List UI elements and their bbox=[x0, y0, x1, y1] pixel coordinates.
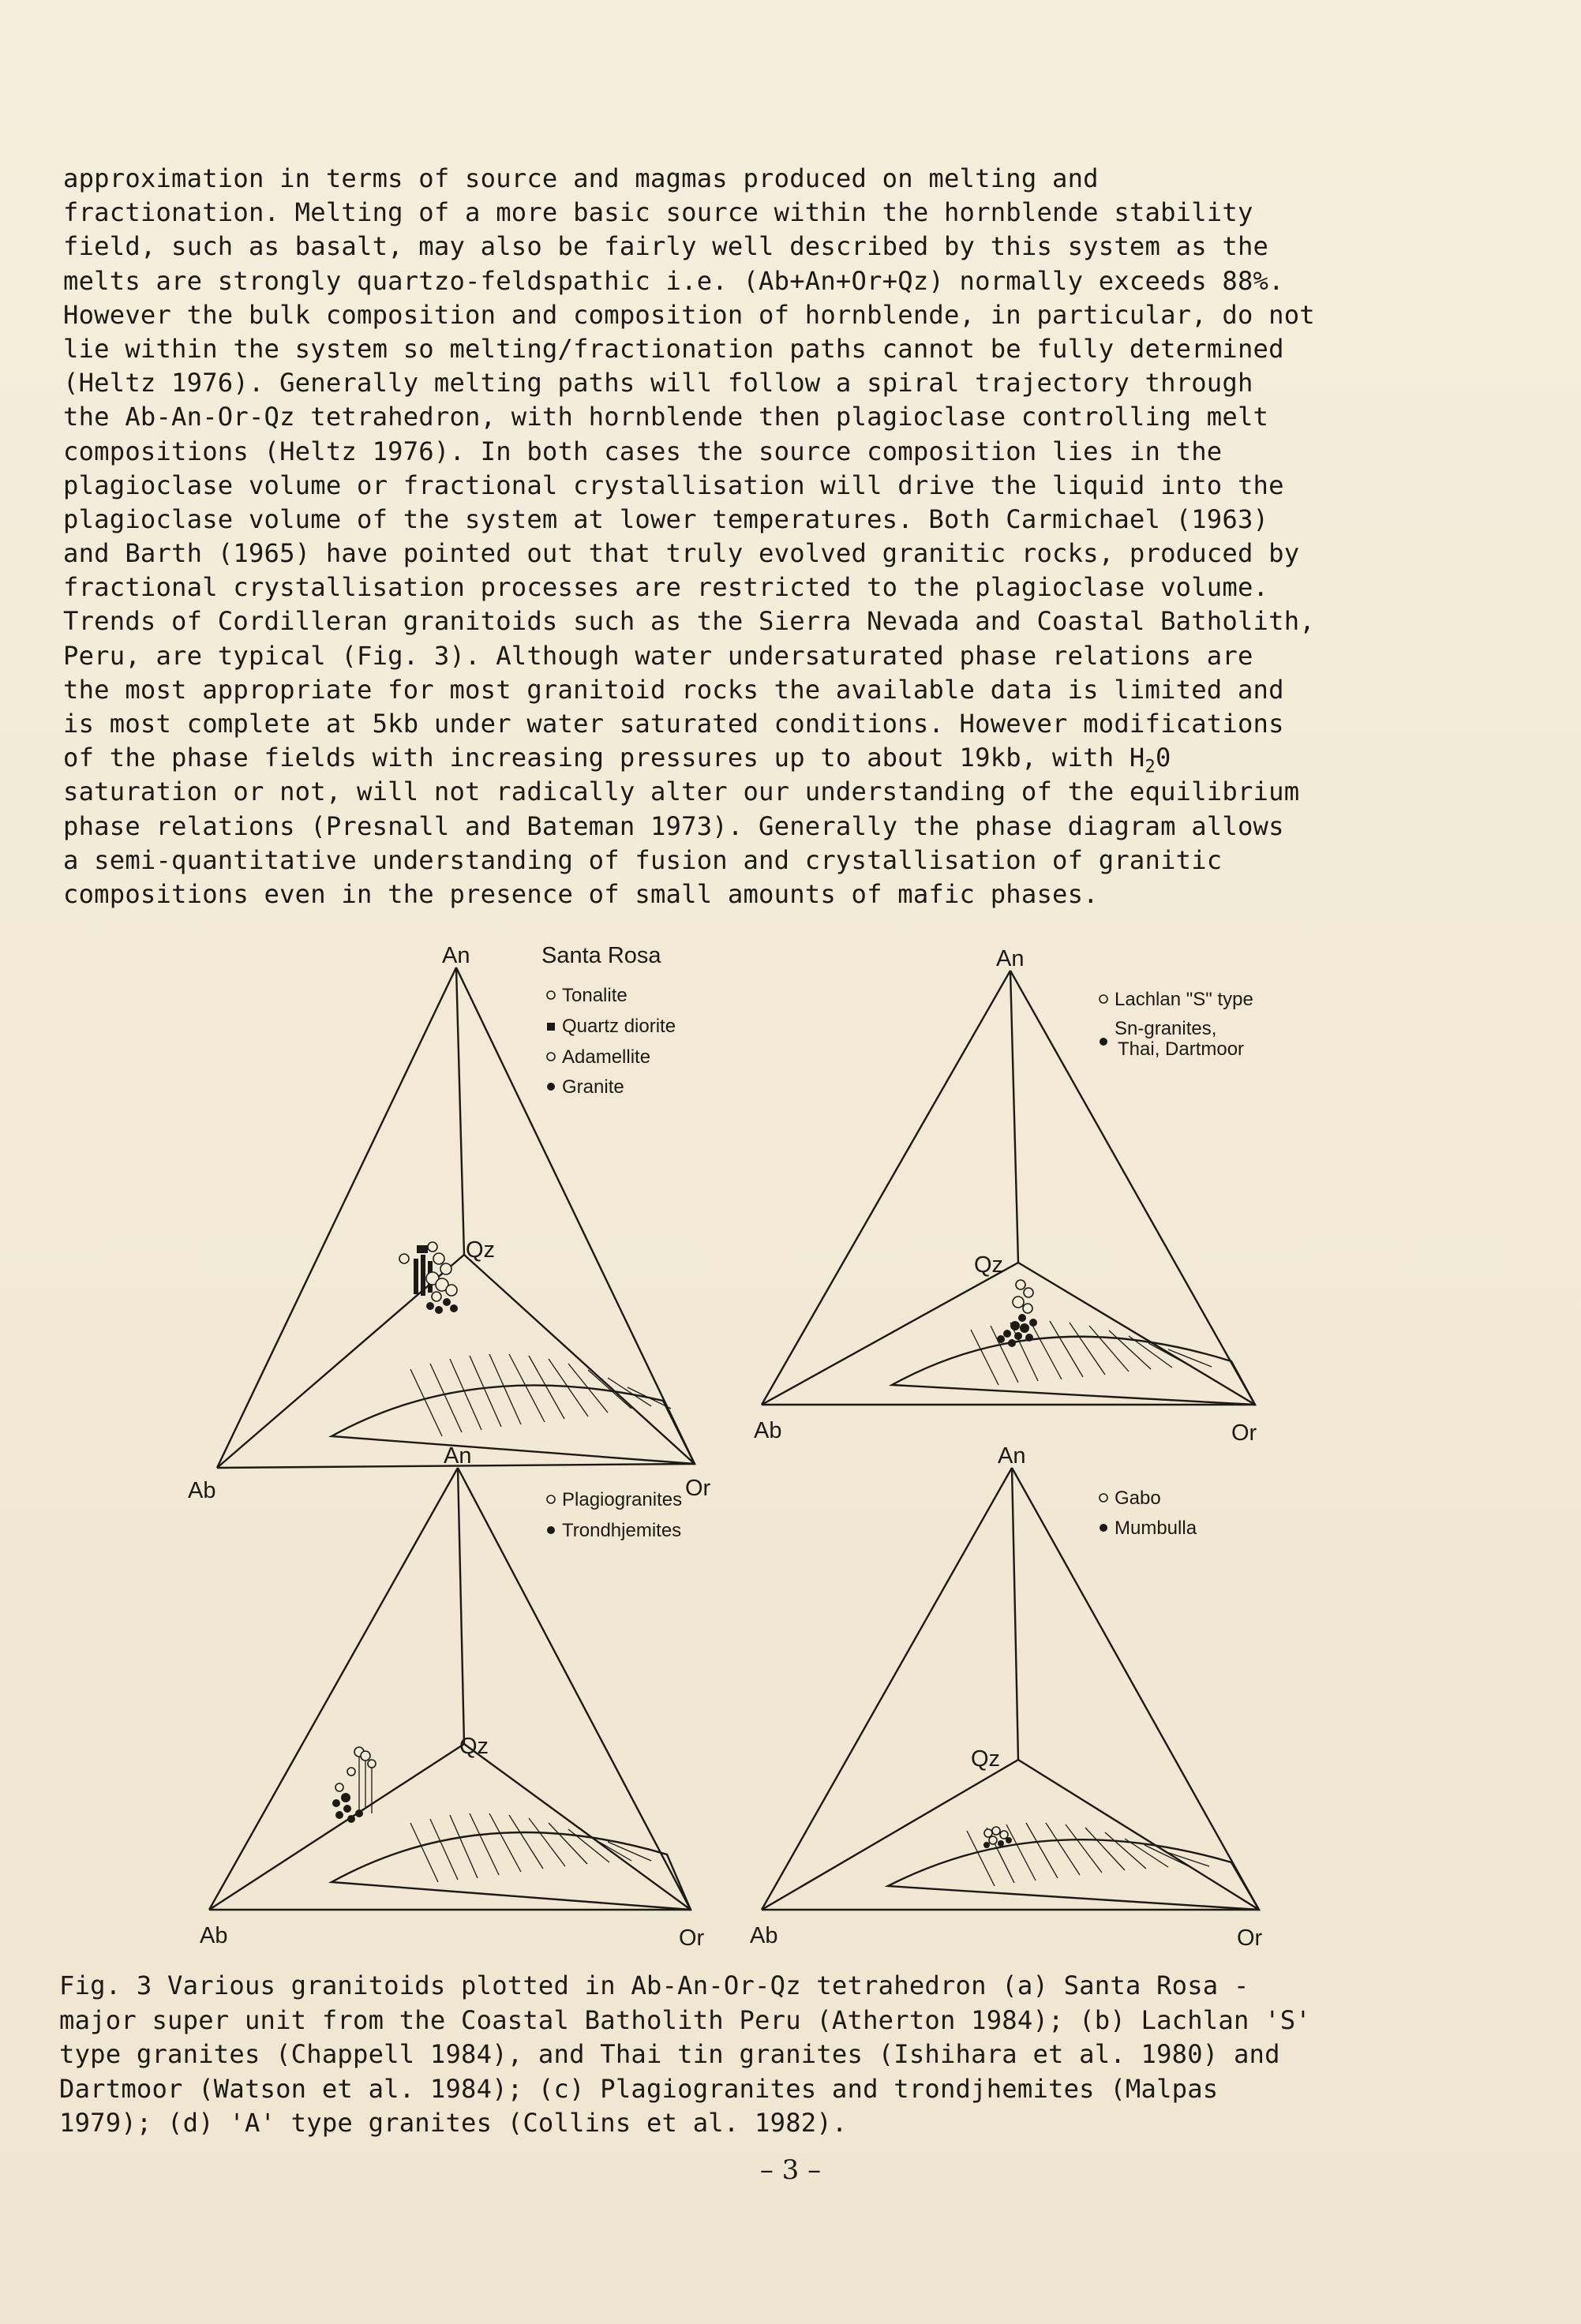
legend-filled-circle-icon bbox=[547, 1083, 555, 1091]
text-line: the most appropriate for most granitoid rocks the available data is limited and bbox=[63, 674, 1284, 705]
diagram-c bbox=[200, 1443, 705, 1951]
legend-filled-circle-icon bbox=[547, 1526, 555, 1534]
text-line: Trends of Cordilleran granitoids such as the Sierra Nevada and Coastal Batholith, bbox=[63, 606, 1315, 637]
caption-line: Fig. 3 Various granitoids plotted in Ab-An-Or-Qz tetrahedron (a) Santa Rosa - bbox=[59, 1970, 1249, 2000]
text-line: field, such as basalt, may also be fairly well described by this system as the bbox=[63, 231, 1269, 262]
legend-d bbox=[1100, 1488, 1197, 1539]
legend-label: Sn-granites, bbox=[1115, 1018, 1217, 1039]
subscript-2: 2 bbox=[1145, 757, 1156, 777]
text-line: Peru, are typical (Fig. 3). Although water undersaturated phase relations are bbox=[63, 640, 1253, 671]
text-line-h2o bbox=[63, 741, 1452, 775]
caption-line: 1979); (d) 'A' type granites (Collins et al. 1982). bbox=[59, 2108, 848, 2138]
edge-ab-qz bbox=[217, 1255, 464, 1468]
legend-open-circle-icon bbox=[1100, 995, 1107, 1003]
vertex-qz-a: Qz bbox=[466, 1237, 496, 1263]
vertex-qz-b: Qz bbox=[974, 1252, 1004, 1278]
vertex-or-c: Or bbox=[679, 1925, 705, 1951]
legend-b bbox=[1100, 989, 1253, 1060]
legend-label: Mumbulla bbox=[1115, 1518, 1197, 1539]
legend-label: Granite bbox=[562, 1076, 624, 1098]
edge-an-ab bbox=[762, 971, 1010, 1405]
edge-an-ab bbox=[762, 1468, 1012, 1910]
field-boundary bbox=[892, 1337, 1255, 1405]
text-line-part: of the phase fields with increasing pressures up to about 19kb, with H bbox=[63, 743, 1145, 773]
vertex-qz-d: Qz bbox=[971, 1746, 1001, 1772]
vertex-an-b: An bbox=[996, 946, 1025, 971]
vertex-ab-c: Ab bbox=[200, 1923, 228, 1948]
text-line: a semi-quantitative understanding of fusion and crystallisation of granitic bbox=[63, 844, 1223, 875]
vertex-qz-c: Qz bbox=[459, 1734, 489, 1759]
text-line: lie within the system so melting/fractionation paths cannot be fully determined bbox=[63, 333, 1284, 364]
legend-open-circle-icon bbox=[1100, 1494, 1107, 1502]
edge-ab-qz bbox=[209, 1744, 464, 1910]
text-line: compositions even in the presence of small amounts of mafic phases. bbox=[63, 878, 1099, 909]
vertex-ab-a: Ab bbox=[188, 1478, 216, 1503]
legend-label: Thai, Dartmoor bbox=[1118, 1039, 1245, 1060]
caption-line: Dartmoor (Watson et al. 1984); (c) Plagiogranites and trondjhemites (Malpas bbox=[59, 2073, 1219, 2104]
vertex-or-b: Or bbox=[1231, 1420, 1257, 1446]
page-number: – 3 – bbox=[759, 2154, 822, 2186]
legend-filled-circle-icon bbox=[1100, 1524, 1107, 1532]
vertex-ab-b: Ab bbox=[754, 1418, 782, 1443]
legend-label: Lachlan "S" type bbox=[1115, 989, 1253, 1010]
text-line: saturation or not, will not radically alter our understanding of the equilibrium bbox=[63, 777, 1300, 807]
edge-an-qz bbox=[456, 967, 464, 1255]
diagram-b bbox=[754, 946, 1257, 1446]
edge-or-qz bbox=[1018, 1760, 1259, 1910]
vertex-an-a: An bbox=[442, 943, 470, 968]
legend-open-circle-icon bbox=[547, 1495, 555, 1503]
legend-open-circle-icon bbox=[547, 991, 555, 999]
text-line: is most complete at 5kb under water saturated conditions. However modifications bbox=[63, 709, 1284, 739]
text-line: plagioclase volume of the system at lower temperatures. Both Carmichael (1963) bbox=[63, 503, 1269, 534]
hatching bbox=[410, 1813, 651, 1882]
tetrahedron-a bbox=[217, 967, 695, 1468]
text-line: fractionation. Melting of a more basic source within the hornblende stability bbox=[63, 197, 1253, 228]
legend-open-circle-icon bbox=[547, 1053, 555, 1061]
vertex-an-c: An bbox=[444, 1443, 472, 1469]
text-line: fractional crystallisation processes are restricted to the plagioclase volume. bbox=[63, 572, 1269, 603]
legend-label: Adamellite bbox=[562, 1046, 651, 1068]
text-line: approximation in terms of source and magmas produced on melting and bbox=[63, 163, 1099, 193]
caption-line: type granites (Chappell 1984), and Thai tin granites (Ishihara et al. 1980) and bbox=[59, 2039, 1280, 2069]
text-line: and Barth (1965) have pointed out that truly evolved granitic rocks, produced by bbox=[63, 538, 1300, 569]
legend-label: Trondhjemites bbox=[562, 1520, 682, 1541]
diagram-a bbox=[188, 943, 711, 1503]
edge-ab-qz bbox=[762, 1263, 1018, 1405]
vertex-an-d: An bbox=[998, 1443, 1026, 1469]
text-line: plagioclase volume or fractional crystallisation will drive the liquid into the bbox=[63, 470, 1284, 500]
body-paragraph bbox=[63, 162, 1452, 911]
legend-label: Gabo bbox=[1115, 1488, 1161, 1509]
text-line: melts are strongly quartzo-feldspathic i.e. (Ab+An+Or+Qz) normally exceeds 88%. bbox=[63, 265, 1284, 296]
figure-caption bbox=[59, 1969, 1480, 2141]
caption-line: major super unit from the Coastal Batholith Peru (Atherton 1984); (b) Lachlan 'S' bbox=[59, 2004, 1311, 2035]
legend-label: Plagiogranites bbox=[562, 1489, 683, 1510]
vertex-ab-d: Ab bbox=[750, 1923, 778, 1948]
vertex-or-d: Or bbox=[1237, 1925, 1263, 1951]
edge-an-qz bbox=[1010, 971, 1018, 1263]
edge-an-or bbox=[456, 967, 695, 1464]
edge-an-ab bbox=[217, 967, 456, 1468]
data-points-b bbox=[997, 1280, 1037, 1347]
legend-label: Quartz diorite bbox=[562, 1016, 676, 1037]
legend-c bbox=[547, 1489, 682, 1541]
edge-an-qz bbox=[458, 1468, 464, 1744]
figure-3 bbox=[0, 931, 1581, 1957]
edge-ab-qz bbox=[762, 1760, 1018, 1910]
edge-an-qz bbox=[1012, 1468, 1018, 1760]
legend-a bbox=[547, 985, 676, 1098]
vertex-or-a: Or bbox=[685, 1476, 711, 1501]
text-line: compositions (Heltz 1976). In both cases the source composition lies in the bbox=[63, 436, 1223, 466]
data-points-c bbox=[332, 1747, 376, 1823]
edge-or-qz bbox=[464, 1744, 691, 1910]
legend-filled-circle-icon bbox=[1100, 1038, 1107, 1046]
text-line: phase relations (Presnall and Bateman 1973). Generally the phase diagram allows bbox=[63, 810, 1284, 841]
text-line: (Heltz 1976). Generally melting paths will follow a spiral trajectory through bbox=[63, 368, 1253, 399]
text-line: the Ab-An-Or-Qz tetrahedron, with hornblende then plagioclase controlling melt bbox=[63, 402, 1269, 432]
text-line-tail: 0 bbox=[1155, 743, 1171, 773]
tetrahedron-diagrams bbox=[0, 931, 1581, 1957]
legend-label: Tonalite bbox=[562, 985, 628, 1006]
text-line: However the bulk composition and composition of hornblende, in particular, do not bbox=[63, 299, 1315, 330]
legend-square-icon bbox=[547, 1023, 555, 1031]
diagram-a-title: Santa Rosa bbox=[541, 943, 661, 968]
edge-or-qz bbox=[1018, 1263, 1255, 1405]
diagram-d bbox=[750, 1443, 1263, 1951]
field-boundary bbox=[332, 1385, 695, 1464]
edge-or-qz bbox=[464, 1255, 695, 1464]
